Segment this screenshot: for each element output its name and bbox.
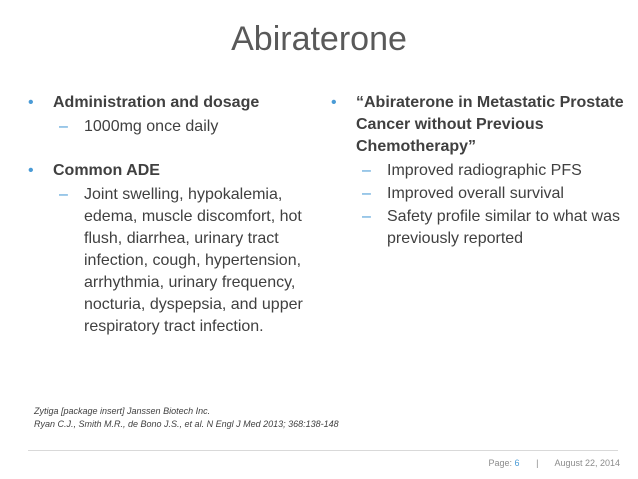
footer-date: August 22, 2014 [554, 458, 620, 468]
reference-line: Zytiga [package insert] Janssen Biotech Inc. [34, 406, 211, 416]
sub-list [53, 116, 318, 138]
sub-dash: – [59, 186, 68, 203]
sub-item [356, 206, 631, 250]
sub-item-text: 1000mg once daily [84, 118, 219, 135]
bullet-heading: Administration and dosage [53, 94, 260, 111]
footer-separator: | [536, 458, 539, 468]
references [34, 405, 594, 431]
reference-line: Ryan C.J., Smith M.R., de Bono J.S., et al. N Engl J Med 2013; 368:138-148 [34, 419, 339, 429]
sub-item-text: Improved radiographic PFS [387, 162, 582, 179]
slide-title: Abiraterone [231, 20, 407, 58]
page-label: Page: [488, 458, 513, 468]
sub-list [53, 184, 318, 338]
footer [489, 458, 621, 468]
bullet-heading: “Abiraterone in Metastatic Prostate Cancer without Previous Chemotherapy” [356, 94, 624, 155]
sub-dash: – [362, 162, 371, 179]
bullet-common-ade [28, 160, 318, 338]
sub-item-text: Safety profile similar to what was previously reported [387, 208, 620, 247]
left-column [28, 92, 318, 360]
sub-dash: – [59, 118, 68, 135]
sub-item [53, 184, 318, 338]
sub-item [53, 116, 318, 138]
sub-item [356, 160, 631, 182]
sub-dash: – [362, 185, 371, 202]
sub-item-text: Joint swelling, hypokalemia, edema, muscle discomfort, hot flush, diarrhea, urinary tract infection, cough, hypertension, arrhythmia, urinary frequency, nocturia, dyspepsia, and upper respiratory tract infection. [84, 186, 303, 335]
sub-dash: – [362, 208, 371, 225]
bullet-heading: Common ADE [53, 162, 160, 179]
bullet-study [331, 92, 631, 250]
right-column [331, 92, 631, 272]
bullet-dot: • [28, 94, 34, 111]
bullet-dot: • [28, 162, 34, 179]
sub-item [356, 183, 631, 205]
footer-divider [28, 450, 618, 451]
page-number: 6 [514, 458, 520, 468]
bullet-dot: • [331, 94, 337, 111]
sub-item-text: Improved overall survival [387, 185, 564, 202]
sub-list [356, 160, 631, 250]
bullet-administration [28, 92, 318, 138]
